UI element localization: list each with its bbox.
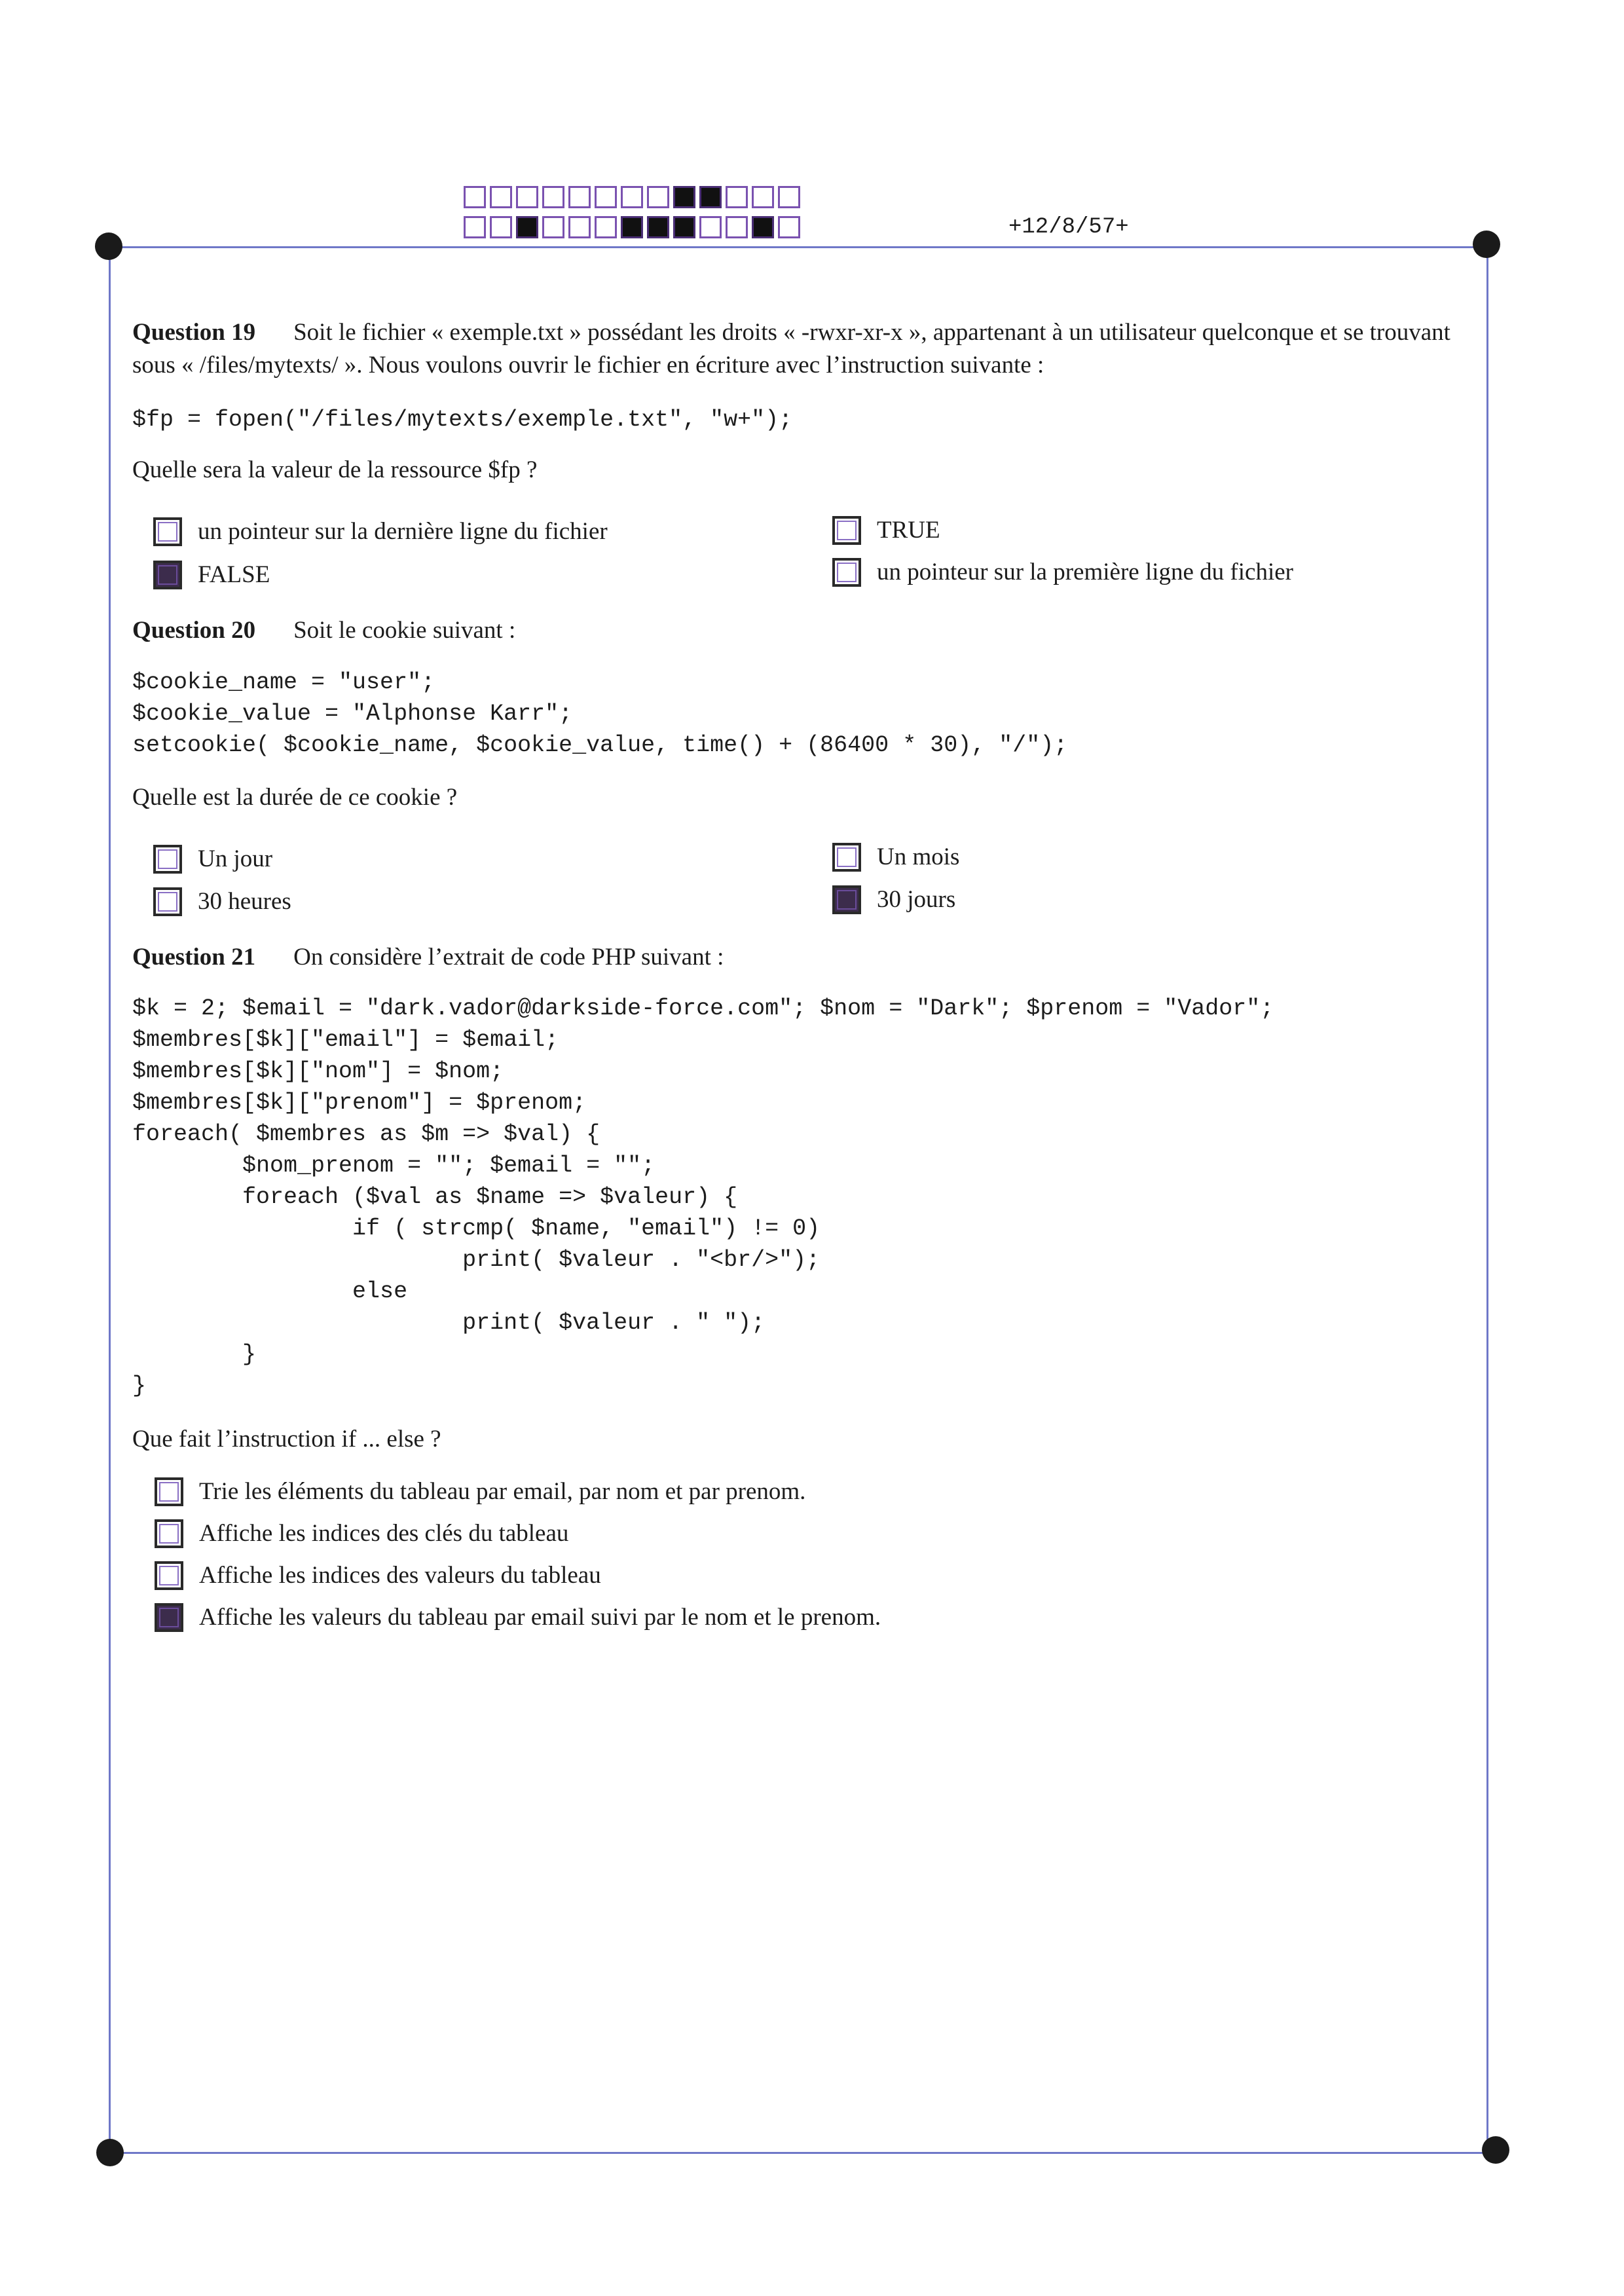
q20-answer-3[interactable] xyxy=(153,886,291,917)
q19-answer-3[interactable] xyxy=(153,559,270,591)
corner-mark-bottom-right xyxy=(1482,2136,1509,2164)
q21-answer-2[interactable] xyxy=(155,1518,568,1549)
question-19-label: Question 19 xyxy=(132,319,256,346)
id-grid-cell xyxy=(568,216,591,238)
frame-right-line xyxy=(1486,246,1488,2153)
answer-label: un pointeur sur la première ligne du fichier xyxy=(877,559,1293,585)
q20-answer-4[interactable] xyxy=(832,884,955,916)
q19-answer-1[interactable] xyxy=(153,516,608,547)
question-20-label: Question 20 xyxy=(132,617,256,644)
id-grid-cell xyxy=(726,186,748,208)
checkbox[interactable] xyxy=(832,558,861,587)
id-grid-cell xyxy=(621,186,643,208)
answer-label: Trie les éléments du tableau par email, par nom et par prenom. xyxy=(199,1478,806,1505)
frame-bottom-line xyxy=(110,2152,1496,2154)
id-grid-cell xyxy=(464,216,486,238)
question-19-code: $fp = fopen("/files/mytexts/exemple.txt", "w+"); xyxy=(132,407,793,433)
corner-mark-bottom-left xyxy=(96,2139,124,2166)
q20-answer-1[interactable] xyxy=(153,843,272,875)
answer-label: 30 jours xyxy=(877,886,956,913)
answer-label: Affiche les indices des valeurs du tableau xyxy=(199,1562,601,1589)
answer-label: 30 heures xyxy=(198,888,291,915)
question-21-statement xyxy=(132,941,724,974)
answer-label: Un mois xyxy=(877,843,960,870)
answer-label: FALSE xyxy=(198,561,270,588)
answer-label: TRUE xyxy=(877,517,940,544)
q21-answer-4[interactable] xyxy=(155,1602,881,1633)
checkbox[interactable] xyxy=(832,885,861,914)
id-grid-cell xyxy=(647,186,669,208)
question-20-code: $cookie_name = "user"; $cookie_value = "Alphonse Karr"; setcookie( $cookie_name, $cookie_value, time() + (86400 * 30), "/"); xyxy=(132,669,1068,758)
id-grid-cell xyxy=(490,216,512,238)
page-id: +12/8/57+ xyxy=(1008,215,1129,240)
id-grid-cell xyxy=(752,186,774,208)
q19-answer-2[interactable] xyxy=(832,515,940,546)
checkbox[interactable] xyxy=(832,516,861,545)
id-grid-cell xyxy=(778,186,800,208)
checkbox[interactable] xyxy=(832,843,861,872)
corner-mark-top-left xyxy=(95,232,122,260)
question-20-statement xyxy=(132,614,515,647)
corner-mark-top-right xyxy=(1473,231,1500,258)
id-grid-cell xyxy=(595,216,617,238)
question-20-text: Soit le cookie suivant : xyxy=(293,617,516,644)
id-grid-cell xyxy=(778,216,800,238)
q19-answer-4[interactable] xyxy=(832,557,1293,588)
question-21-label: Question 21 xyxy=(132,944,256,971)
id-grid-cell xyxy=(621,216,643,238)
frame-left-line xyxy=(109,246,111,2153)
id-grid-cell xyxy=(464,186,486,208)
q20-answer-2[interactable] xyxy=(832,842,959,873)
checkbox[interactable] xyxy=(155,1519,183,1548)
question-19-statement xyxy=(132,316,1468,382)
id-grid-cell xyxy=(673,186,695,208)
question-19-prompt: Quelle sera la valeur de la ressource $fp ? xyxy=(132,456,538,483)
question-21-prompt: Que fait l’instruction if ... else ? xyxy=(132,1426,441,1453)
checkbox[interactable] xyxy=(153,561,182,589)
id-grid-cell xyxy=(516,216,538,238)
id-grid-cell xyxy=(595,186,617,208)
answer-label: un pointeur sur la dernière ligne du fichier xyxy=(198,518,608,545)
q21-answer-3[interactable] xyxy=(155,1560,601,1591)
id-grid-cell xyxy=(673,216,695,238)
checkbox[interactable] xyxy=(153,517,182,546)
frame-top-line xyxy=(109,246,1486,248)
id-grid-cell xyxy=(752,216,774,238)
id-grid-cell xyxy=(490,186,512,208)
id-grid-cell xyxy=(542,186,564,208)
answer-label: Affiche les indices des clés du tableau xyxy=(199,1520,569,1547)
q21-answer-1[interactable] xyxy=(155,1476,805,1508)
question-21-code: $k = 2; $email = "dark.vador@darkside-force.com"; $nom = "Dark"; $prenom = "Vador"; $membres[$k]["email"] = $email; $membres[$k]["nom"] = $nom; $membres[$k]["prenom"] = $prenom; foreach( $membres as $m => $val) { $nom_prenom = ""; $email = ""; foreach ($val as $name => $valeur) { if ( strcmp( $name, "email") != 0) print( $valeur . "<br/>"); else print( $valeur . " "); } } xyxy=(132,995,1274,1399)
checkbox[interactable] xyxy=(155,1477,183,1506)
id-grid-cell xyxy=(568,186,591,208)
answer-label: Affiche les valeurs du tableau par email suivi par le nom et le prenom. xyxy=(199,1604,881,1631)
id-grid-cell xyxy=(699,216,722,238)
id-grid-row-2 xyxy=(464,216,804,238)
id-grid-cell xyxy=(699,186,722,208)
checkbox[interactable] xyxy=(153,887,182,916)
id-grid-cell xyxy=(726,216,748,238)
question-21-text: On considère l’extrait de code PHP suivant : xyxy=(293,944,724,971)
checkbox[interactable] xyxy=(155,1561,183,1590)
answer-label: Un jour xyxy=(198,845,273,872)
id-grid-cell xyxy=(516,186,538,208)
question-20-prompt: Quelle est la durée de ce cookie ? xyxy=(132,784,458,811)
id-grid-cell xyxy=(647,216,669,238)
checkbox[interactable] xyxy=(155,1603,183,1632)
id-grid-row-1 xyxy=(464,186,804,208)
checkbox[interactable] xyxy=(153,845,182,874)
question-19-text: Soit le fichier « exemple.txt » possédant les droits « -rwxr-xr-x », appartenant à un utilisateur quelconque et se trouvant sous « /files/mytexts/ ». Nous voulons ouvrir le fichier en écriture avec l’instruction suivante : xyxy=(132,319,1450,379)
id-grid-cell xyxy=(542,216,564,238)
